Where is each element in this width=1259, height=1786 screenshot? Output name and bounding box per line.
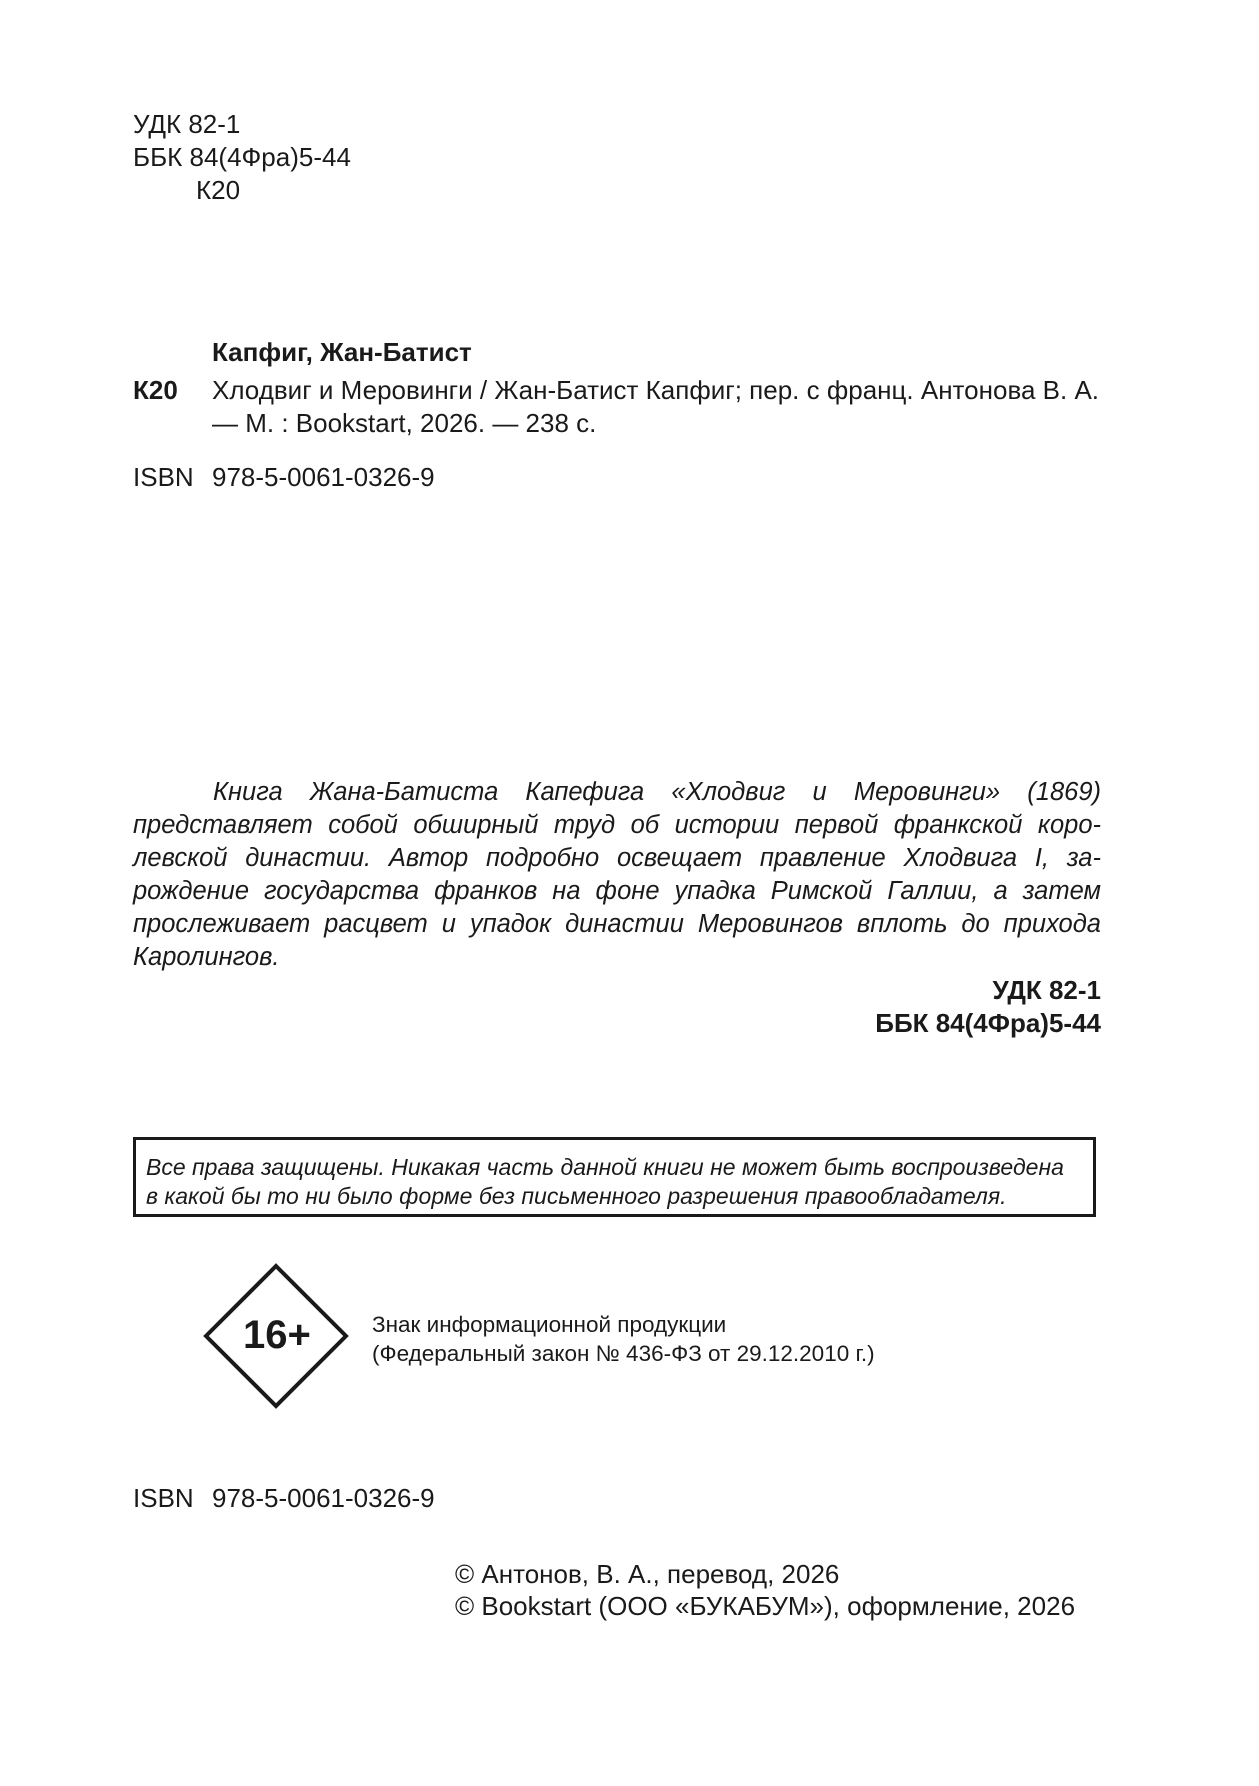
catalog-author: Капфиг, Жан-Батист — [212, 337, 472, 367]
isbn-label-bottom: ISBN — [133, 1483, 194, 1513]
annotation-line: рождение государства франков на фоне упадка Римской Галлии, а затем — [133, 877, 1101, 905]
age-rating-badge: 16+ — [243, 1313, 311, 1357]
bbk-code-top: ББК 84(4Фра)5-44 — [133, 142, 351, 172]
copyright-design: © Bookstart (ООО «БУКАБУМ»), оформление, 2026 — [455, 1591, 1076, 1621]
annotation-line: Каролингов. — [133, 943, 280, 971]
catalog-isbn-number: 978-5-0061-0326-9 — [212, 462, 435, 492]
udk-code-top: УДК 82-1 — [133, 109, 241, 139]
udk-code-annotation: УДК 82-1 — [992, 975, 1101, 1005]
copyright-translation: © Антонов, В. А., перевод, 2026 — [455, 1559, 840, 1589]
catalog-author-mark: К20 — [133, 375, 178, 405]
author-mark-top: К20 — [196, 175, 241, 205]
annotation-line: левской династии. Автор подробно освещает правление Хлодвига I, за- — [133, 844, 1101, 872]
rights-notice-box — [133, 1137, 1096, 1217]
annotation-line: представляет собой обширный труд об истории первой франкской коро- — [133, 811, 1101, 839]
annotation-line: прослеживает расцвет и упадок династии Меровингов вплоть до прихода — [133, 910, 1101, 938]
catalog-isbn-label: ISBN — [133, 462, 194, 492]
annotation-line: Книга Жана-Батиста Капефига «Хлодвиг и Меровинги» (1869) — [213, 778, 1101, 806]
rights-notice-line: в какой бы то ни было форме без письменного разрешения правообладателя. — [146, 1183, 1007, 1209]
bbk-code-annotation: ББК 84(4Фра)5-44 — [875, 1008, 1101, 1038]
catalog-imprint-line: — М. : Bookstart, 2026. — 238 с. — [212, 408, 597, 438]
annotation-paragraph — [133, 776, 1101, 974]
age-rating-caption-1: Знак информационной продукции — [372, 1312, 727, 1337]
catalog-title-line: Хлодвиг и Меровинги / Жан-Батист Капфиг; пер. с франц. Антонова В. А. — [212, 375, 1100, 405]
age-rating-caption-2: (Федеральный закон № 436-ФЗ от 29.12.2010 г.) — [372, 1341, 875, 1366]
isbn-number-bottom: 978-5-0061-0326-9 — [212, 1483, 435, 1513]
rights-notice-line: Все права защищены. Никакая часть данной книги не может быть воспроизведена — [146, 1154, 1064, 1180]
